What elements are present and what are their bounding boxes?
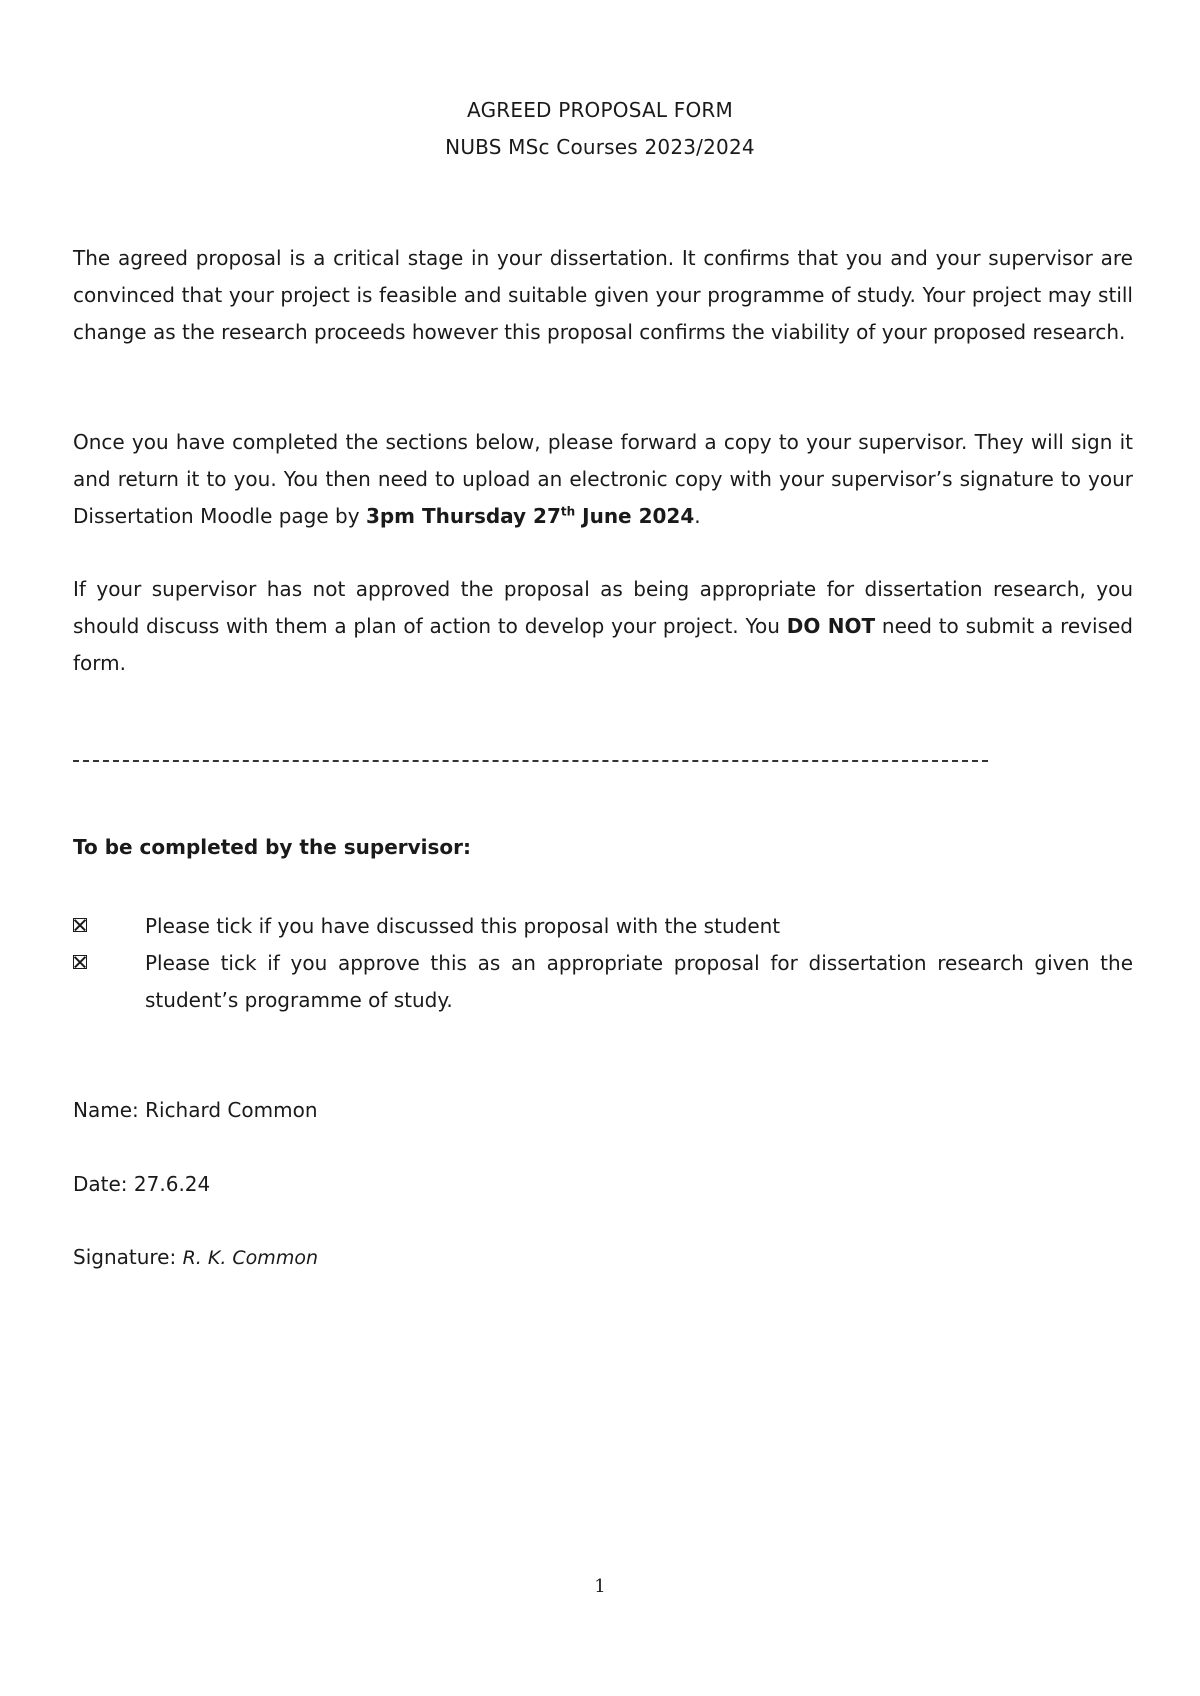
name-label: Name:	[73, 1098, 146, 1122]
deadline-superscript: th	[560, 504, 576, 519]
supervisor-section-heading: To be completed by the supervisor:	[73, 835, 472, 859]
intro-paragraph-3-start: If your supervisor has not approved the proposal as being appropriate for dissertation research, you should discuss with them a plan of action to develop your project. You	[73, 577, 1133, 638]
signature-label: Signature:	[73, 1245, 183, 1269]
form-title: AGREED PROPOSAL FORM	[467, 98, 733, 122]
date-label: Date:	[73, 1172, 134, 1196]
signature-field	[73, 1245, 318, 1269]
intro-paragraph-2-end: .	[694, 504, 701, 528]
discussed-checkbox[interactable]	[73, 918, 87, 932]
intro-paragraph-3-end: need to submit a revised form.	[73, 614, 1133, 675]
deadline-part-b: June 2024	[575, 504, 695, 528]
do-not-emphasis: DO NOT	[786, 614, 876, 638]
deadline	[366, 504, 694, 528]
dashed-divider	[73, 760, 988, 762]
signature-value: R. K. Common	[182, 1247, 318, 1269]
intro-paragraph-2	[73, 424, 1133, 535]
form-subtitle: NUBS MSc Courses 2023/2024	[445, 135, 755, 159]
name-value: Richard Common	[145, 1098, 318, 1122]
date-field	[73, 1172, 210, 1196]
deadline-part-a: 3pm Thursday 27	[365, 504, 561, 528]
page-number: 1	[594, 1576, 606, 1597]
discussed-check-label: Please tick if you have discussed this proposal with the student	[145, 914, 781, 938]
name-field	[73, 1098, 318, 1122]
intro-paragraph-1	[73, 240, 1133, 351]
approved-check-row	[73, 945, 1133, 1019]
intro-paragraph-3	[73, 571, 1133, 682]
intro-paragraph-2-start: Once you have completed the sections below, please forward a copy to your supervisor. They will sign it and return it to you. You then need to upload an electronic copy with your supervisor’s signature to your Dissertation Moodle page by	[73, 430, 1133, 528]
date-value: 27.6.24	[133, 1172, 211, 1196]
intro-paragraph-1-text: The agreed proposal is a critical stage in your dissertation. It confirms that you and your supervisor are convinced that your project is feasible and suitable given your programme of study. Your project may still change as the research proceeds however this proposal confirms the viability of your proposed research.	[73, 246, 1133, 344]
approved-check-label: Please tick if you approve this as an appropriate proposal for dissertation research given the student’s programme of study.	[145, 951, 1133, 1012]
discussed-check-row	[73, 908, 1133, 945]
approved-checkbox[interactable]	[73, 955, 87, 969]
